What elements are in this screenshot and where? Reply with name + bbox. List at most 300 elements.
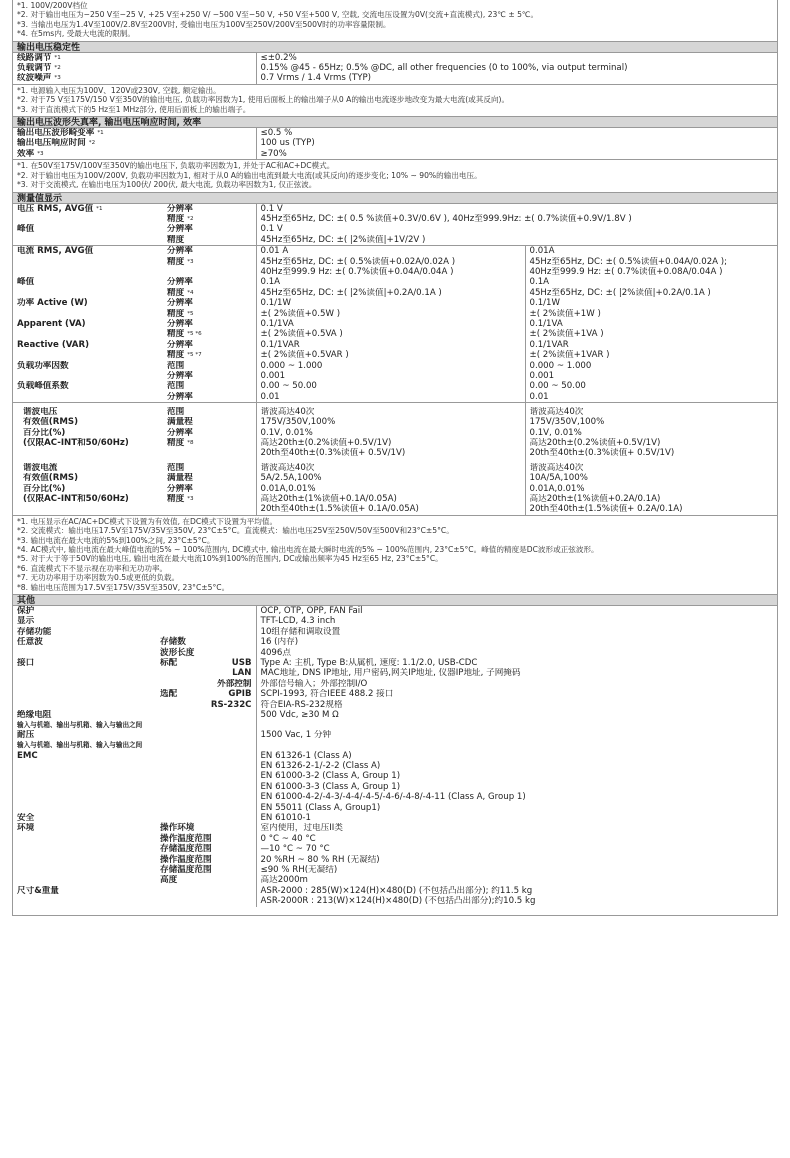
harmonic-row xyxy=(13,494,777,504)
label-text: 分辨率 xyxy=(167,246,193,257)
value-asr2050: 0.1/1VAR xyxy=(256,340,525,350)
other-row xyxy=(13,648,777,658)
spec-row xyxy=(13,73,777,83)
other-label: 尺寸&重量 xyxy=(17,885,59,896)
param-attr xyxy=(163,204,256,214)
value-asr2050: 0.1/1VA xyxy=(256,319,525,329)
other-label: 显示 xyxy=(17,616,35,627)
voltage-row xyxy=(13,235,777,245)
distortion-table xyxy=(13,128,777,159)
label-text: 谐波电流 xyxy=(23,462,58,473)
label-text: 百分比(%) xyxy=(23,427,66,438)
other-sublabel xyxy=(156,886,199,896)
harmonic-row xyxy=(13,428,777,438)
other-interface xyxy=(199,782,256,792)
param-attr xyxy=(163,288,256,298)
top-footnotes xyxy=(13,0,777,41)
value-asr2050: 高达20th±(1%读值+0.1A/0.05A) xyxy=(256,494,525,504)
param-attr xyxy=(163,267,256,277)
other-value: Type A: 主机, Type B:从属机, 速度: 1.1/2.0, USB-CDC xyxy=(256,658,777,668)
other-label: 绝缘电阻 xyxy=(17,710,52,721)
value-asr2100: ±( 2%读值+1VAR ) xyxy=(525,350,777,360)
footnote: *1. 电源输入电压为100V、120V或230V, 空载, 额定输出。 xyxy=(17,85,221,95)
label-text: 百分比(%) xyxy=(23,483,66,494)
other-row xyxy=(13,875,777,885)
label-text: 线路调节 xyxy=(17,52,52,63)
other-row xyxy=(13,637,777,647)
other-value: 室内使用，过电压II类 xyxy=(256,823,777,833)
other-value: MAC地址, DNS IP地址, 用户密码,网关IP地址, 仪器IP地址, 子网掩码 xyxy=(256,668,777,678)
other-row xyxy=(13,700,777,710)
other-sublabel: 选配 xyxy=(160,689,178,700)
value-asr2100: 谐波高达40次 xyxy=(525,463,777,473)
value-asr2100: 0.000 ~ 1.000 xyxy=(525,361,777,371)
label-text: 纹波噪声 xyxy=(17,73,52,84)
current-row xyxy=(13,371,777,381)
footnote-marker: *2 xyxy=(54,65,61,72)
spec-row xyxy=(13,53,777,63)
other-sublabel: 操作温度范围 xyxy=(160,854,212,865)
label-text: 范围 xyxy=(167,360,185,371)
other-value: TFT-LCD, 4.3 inch xyxy=(256,616,777,626)
label-text: 功率 Active (W) xyxy=(17,298,88,309)
label-text: Reactive (VAR) xyxy=(17,339,90,350)
param-name xyxy=(13,257,163,267)
other-value: 符合EIA-RS-232规格 xyxy=(256,700,777,710)
value-asr2050: ±( 2%读值+0.5VA ) xyxy=(256,329,525,339)
value-asr2050: 20th至40th±(1.5%读值+ 0.1A/0.05A) xyxy=(256,504,525,514)
section-header-measure: 测量值显示 xyxy=(13,192,777,204)
param-name xyxy=(13,473,163,483)
section-header-stability: 输出电压稳定性 xyxy=(13,41,777,53)
other-sublabel: 存储数 xyxy=(160,637,186,648)
param-name xyxy=(13,224,163,234)
current-row xyxy=(13,350,777,360)
other-interface xyxy=(199,886,256,896)
other-label xyxy=(13,668,156,678)
param-value: 0.1 V xyxy=(256,224,777,234)
other-row xyxy=(13,803,777,813)
label-text: 峰值 xyxy=(17,277,35,288)
other-row xyxy=(13,741,777,751)
harmonic-measure-table xyxy=(13,402,777,515)
other-sublabel xyxy=(156,792,199,802)
other-row xyxy=(13,658,777,668)
harmonic-row xyxy=(13,407,777,417)
footnote: *4. AC模式中, 输出电流在最大峰值电流的5% ~ 100%范围内, DC模式中, 输出电流在最大瞬时电流的5% ~ 100%范围内, 23°C±5°C。峰值的精度是DC波形或正弦波形。 xyxy=(17,545,599,554)
other-value: EN 61010-1 xyxy=(256,813,777,823)
param-attr xyxy=(163,340,256,350)
param-attr xyxy=(163,371,256,381)
footnote: *3. 对于直流模式下的5 Hz至1 MHz部分, 使用后面板上的输出端子。 xyxy=(17,104,251,114)
param-name xyxy=(13,298,163,308)
other-label xyxy=(13,648,156,658)
label-text: 精度 xyxy=(167,437,185,448)
other-sublabel xyxy=(156,606,199,616)
other-value: 4096点 xyxy=(256,648,777,658)
value-asr2100: 0.1/1VAR xyxy=(525,340,777,350)
param-name xyxy=(13,288,163,298)
harmonic-row xyxy=(13,463,777,473)
voltage-row xyxy=(13,204,777,214)
spec-value: ≤0.5 % xyxy=(256,128,777,138)
param-name xyxy=(13,407,163,417)
other-label: 接口 xyxy=(17,658,35,669)
current-row xyxy=(13,361,777,371)
section-header-distortion: 输出电压波形失真率, 输出电压响应时间, 效率 xyxy=(13,116,777,128)
label-text: 分辨率 xyxy=(167,318,193,329)
condition-note: 输入与机箱、输出与机箱、输入与输出之间 xyxy=(17,740,143,749)
other-sublabel xyxy=(156,782,199,792)
other-interface: LAN xyxy=(232,668,252,679)
other-label xyxy=(13,792,156,802)
other-sublabel xyxy=(156,730,199,740)
label-text: (仅限AC-INT和50/60Hz) xyxy=(23,437,129,448)
other-label: 任意波 xyxy=(17,637,43,648)
param-attr xyxy=(163,309,256,319)
label-text: 分辨率 xyxy=(167,298,193,309)
value-asr2050: 0.00 ~ 50.00 xyxy=(256,381,525,391)
footnote: *4. 在5ms内, 受最大电流的限制。 xyxy=(17,29,135,39)
other-value: EN 55011 (Class A, Group1) xyxy=(256,803,777,813)
label-text: 分辨率 xyxy=(167,391,193,402)
other-interface xyxy=(199,792,256,802)
value-asr2050: 0.001 xyxy=(256,371,525,381)
other-value: 高达2000m xyxy=(256,875,777,885)
value-asr2050: 20th至40th±(0.3%读值+ 0.5V/1V) xyxy=(256,448,525,458)
footnote-marker: *1 xyxy=(96,205,103,212)
other-value: 500 Vdc, ≥30 M Ω xyxy=(256,710,777,720)
footnote-marker: *1 xyxy=(97,130,104,137)
label-text: 输出电压波形畸变率 xyxy=(17,128,95,139)
other-value: EN 61000-3-3 (Class A, Group 1) xyxy=(256,782,777,792)
value-asr2050: ±( 2%读值+0.5VAR ) xyxy=(256,350,525,360)
label-text: 分辨率 xyxy=(167,371,193,381)
current-row xyxy=(13,392,777,402)
harmonic-row xyxy=(13,417,777,427)
footnote: *7. 无功功率用于功率因数为0.5或更低的负载。 xyxy=(17,573,180,583)
param-attr xyxy=(163,504,256,514)
section-header-other: 其他 xyxy=(13,594,777,606)
spec-value: ≥70% xyxy=(256,149,777,159)
other-interface xyxy=(199,875,256,885)
other-interface: RS-232C xyxy=(210,699,252,710)
condition-note: 输入与机箱、输出与机箱、输入与输出之间 xyxy=(17,720,143,729)
param-name xyxy=(13,504,163,514)
current-row xyxy=(13,257,777,267)
other-label xyxy=(13,771,156,781)
other-value: EN 61000-4-2/-4-3/-4-4/-4-5/-4-6/-4-8/-4-11 (Class A, Group 1) xyxy=(256,792,777,802)
other-label: 存储功能 xyxy=(17,626,52,637)
harmonic-row xyxy=(13,504,777,514)
param-attr xyxy=(163,392,256,402)
footnote: *8. 输出电压范围为17.5V至175V/35V至350V, 23°C±5°C。 xyxy=(17,582,230,592)
value-asr2100: ±( 2%读值+1VA ) xyxy=(525,329,777,339)
param-name xyxy=(13,448,163,458)
param-name xyxy=(13,340,163,350)
other-value: EN 61326-2-1/-2-2 (Class A) xyxy=(256,761,777,771)
other-interface xyxy=(199,813,256,823)
other-table xyxy=(13,606,777,907)
spec-label xyxy=(13,128,256,138)
value-asr2100: 0.01 xyxy=(525,392,777,402)
other-sublabel xyxy=(156,668,199,678)
footnote: *1. 100V/200V档位 xyxy=(17,1,88,10)
other-value: —10 °C ~ 70 °C xyxy=(256,844,777,854)
other-sublabel: 存储温度范围 xyxy=(160,844,212,855)
param-attr xyxy=(163,277,256,287)
label-text: 精度 xyxy=(167,329,185,340)
other-label xyxy=(13,855,156,865)
current-row xyxy=(13,277,777,287)
other-sublabel: 存储温度范围 xyxy=(160,864,212,875)
current-measure-table xyxy=(13,245,777,402)
other-sublabel xyxy=(156,803,199,813)
other-sublabel xyxy=(156,679,199,689)
current-row xyxy=(13,340,777,350)
value-asr2100: 0.1/1VA xyxy=(525,319,777,329)
label-text: 精度 xyxy=(167,350,185,361)
other-value: SCPI-1993, 符合IEEE 488.2 接口 xyxy=(256,689,777,699)
value-asr2050: 0.01A,0.01% xyxy=(256,484,525,494)
other-sublabel: 操作环境 xyxy=(160,823,195,834)
label-text: 分辨率 xyxy=(167,224,193,235)
other-label: 安全 xyxy=(17,812,35,823)
other-value: 0 °C ~ 40 °C xyxy=(256,834,777,844)
other-value: ≤90 % RH(无凝结) xyxy=(256,865,777,875)
footnote-marker: *4 xyxy=(187,289,194,296)
other-label: 耐压 xyxy=(17,730,35,741)
value-asr2050: 45Hz至65Hz, DC: ±( |2%读值|+0.2A/0.1A ) xyxy=(256,288,525,298)
other-value xyxy=(256,721,777,731)
other-interface xyxy=(199,730,256,740)
param-name xyxy=(13,484,163,494)
other-row xyxy=(13,668,777,678)
spec-value: ≤±0.2% xyxy=(256,53,777,63)
label-text: 满量程 xyxy=(167,417,193,428)
other-sublabel xyxy=(156,896,199,906)
other-row xyxy=(13,813,777,823)
other-sublabel xyxy=(156,627,199,637)
stability-footnotes xyxy=(13,84,777,116)
harmonic-row xyxy=(13,484,777,494)
label-text: 分辨率 xyxy=(167,277,193,288)
footnote: *1. 在50V至175V/100V至350V的输出电压下, 负载功率因数为1, 并处于AC和AC+DC模式。 xyxy=(17,161,335,171)
value-asr2050: 0.1V, 0.01% xyxy=(256,428,525,438)
param-name xyxy=(13,417,163,427)
other-row xyxy=(13,771,777,781)
other-interface xyxy=(199,710,256,720)
value-asr2050: ±( 2%读值+0.5W ) xyxy=(256,309,525,319)
spec-sheet xyxy=(12,0,778,916)
spec-label xyxy=(13,73,256,83)
other-row xyxy=(13,823,777,833)
label-text: 效率 xyxy=(17,148,35,159)
other-label xyxy=(13,700,156,710)
spec-value: 0.15% @45 - 65Hz; 0.5% @DC, all other frequencies (0 to 100%, via output terminal) xyxy=(256,63,777,73)
spec-row xyxy=(13,63,777,73)
param-name xyxy=(13,350,163,360)
current-row xyxy=(13,267,777,277)
other-interface xyxy=(199,803,256,813)
other-interface: 外部控制 xyxy=(217,678,252,689)
other-value: 20 %RH ~ 80 % RH (无凝结) xyxy=(256,855,777,865)
param-name xyxy=(13,235,163,245)
harmonic-row xyxy=(13,438,777,448)
label-text: 满量程 xyxy=(167,473,193,484)
other-sublabel xyxy=(156,710,199,720)
other-row xyxy=(13,761,777,771)
spec-label xyxy=(13,63,256,73)
footnote-marker: *3 xyxy=(54,75,61,82)
harmonic-row xyxy=(13,473,777,483)
label-text: (仅限AC-INT和50/60Hz) xyxy=(23,493,129,504)
footnote: *2. 对于输出电压为−250 V至−25 V, +25 V至+250 V/ −500 V至−50 V, +50 V至+500 V, 空载, 交流电压设置为0V(交流+直流模式), 23℃ ± 5℃。 xyxy=(17,10,539,20)
other-label: EMC xyxy=(17,750,38,761)
label-text: 精度 xyxy=(167,493,185,504)
value-asr2050: 0.01 xyxy=(256,392,525,402)
value-asr2100: ±( 2%读值+1W ) xyxy=(525,309,777,319)
other-interface xyxy=(199,751,256,761)
param-attr xyxy=(163,350,256,360)
footnote-marker: *5 xyxy=(187,310,194,317)
label-text: 分辨率 xyxy=(167,483,193,494)
footnote-marker: *5 *7 xyxy=(187,352,202,359)
other-interface: USB xyxy=(231,658,252,669)
measure-footnotes xyxy=(13,515,777,594)
other-sublabel xyxy=(156,761,199,771)
param-attr xyxy=(163,448,256,458)
param-attr xyxy=(163,224,256,234)
footnote-marker: *2 xyxy=(88,140,96,147)
value-asr2100: 谐波高达40次 xyxy=(525,407,777,417)
other-value: 1500 Vac, 1 分钟 xyxy=(256,730,777,740)
label-text: 精度 xyxy=(167,287,185,298)
param-attr xyxy=(163,407,256,417)
footnote: *2. 对于75 V至175V/150 V至350V的输出电压, 负载功率因数为1, 使用后面板上的输出端子从0 A的输出电流逐步地改变为最大电流(或其反向)。 xyxy=(17,95,510,105)
param-name xyxy=(13,329,163,339)
label-text: 精度 xyxy=(167,256,185,267)
param-attr xyxy=(163,463,256,473)
other-label xyxy=(13,782,156,792)
label-text: 分辨率 xyxy=(167,203,193,214)
param-name xyxy=(13,494,163,504)
other-label xyxy=(13,679,156,689)
other-interface xyxy=(199,616,256,626)
other-row xyxy=(13,679,777,689)
param-attr xyxy=(163,428,256,438)
param-attr xyxy=(163,235,256,245)
param-name xyxy=(13,319,163,329)
label-text: 负载功率因数 xyxy=(17,360,69,371)
value-asr2100: 40Hz至999.9 Hz: ±( 0.7%读值+0.08A/0.04A ) xyxy=(525,267,777,277)
spec-label xyxy=(13,53,256,63)
footnote-marker: *3 xyxy=(187,258,194,265)
param-attr xyxy=(163,484,256,494)
other-label xyxy=(13,844,156,854)
voltage-row xyxy=(13,214,777,224)
other-row xyxy=(13,751,777,761)
other-sublabel xyxy=(156,616,199,626)
param-name xyxy=(13,361,163,371)
other-row xyxy=(13,834,777,844)
value-asr2100: 0.1/1W xyxy=(525,298,777,308)
param-name xyxy=(13,204,163,214)
value-asr2100: 45Hz至65Hz, DC: ±( |2%读值|+0.2A/0.1A ) xyxy=(525,288,777,298)
param-value: 45Hz至65Hz, DC: ±( |2%读值|+1V/2V ) xyxy=(256,235,777,245)
value-asr2100: 0.00 ~ 50.00 xyxy=(525,381,777,391)
other-sublabel: 高度 xyxy=(160,875,178,886)
other-sublabel xyxy=(156,700,199,710)
value-asr2050: 0.1A xyxy=(256,277,525,287)
param-value: 0.1 V xyxy=(256,204,777,214)
footnote-marker: *3 xyxy=(37,150,44,157)
param-attr xyxy=(163,381,256,391)
value-asr2100: 高达20th±(0.2%读值+0.5V/1V) xyxy=(525,438,777,448)
spec-row xyxy=(13,138,777,148)
other-label xyxy=(13,803,156,813)
value-asr2050: 45Hz至65Hz, DC: ±( 0.5%读值+0.02A/0.02A ) xyxy=(256,257,525,267)
label-text: 分辨率 xyxy=(167,339,193,350)
other-interface: GPIB xyxy=(228,689,252,700)
value-asr2100: 0.01A,0.01% xyxy=(525,484,777,494)
other-interface xyxy=(199,627,256,637)
param-name xyxy=(13,277,163,287)
other-row xyxy=(13,782,777,792)
value-asr2050: 40Hz至999.9 Hz: ±( 0.7%读值+0.04A/0.04A ) xyxy=(256,267,525,277)
other-label: 环境 xyxy=(17,823,35,834)
value-asr2050: 谐波高达40次 xyxy=(256,407,525,417)
param-attr xyxy=(163,246,256,257)
footnote-marker: *8 xyxy=(187,439,194,446)
label-text: 电流 RMS, AVG值 xyxy=(17,246,94,257)
current-row xyxy=(13,246,777,257)
footnote-marker: *2 xyxy=(187,215,194,222)
spec-label xyxy=(13,149,256,159)
value-asr2050: 0.000 ~ 1.000 xyxy=(256,361,525,371)
value-asr2050: 0.01 A xyxy=(256,246,525,257)
label-text: Apparent (VA) xyxy=(17,318,86,329)
label-text: 有效值(RMS) xyxy=(23,473,78,484)
current-row xyxy=(13,329,777,339)
other-interface xyxy=(199,896,256,906)
other-label: 保护 xyxy=(17,606,35,617)
footnote-marker: *5 *6 xyxy=(187,331,202,338)
value-asr2100: 0.001 xyxy=(525,371,777,381)
param-name xyxy=(13,267,163,277)
value-asr2100: 175V/350V,100% xyxy=(525,417,777,427)
param-attr xyxy=(163,494,256,504)
other-sublabel xyxy=(156,771,199,781)
label-text: 分辨率 xyxy=(167,427,193,438)
param-name xyxy=(13,392,163,402)
label-text: 负载峰值系数 xyxy=(17,381,69,392)
other-value: 16 (内存) xyxy=(256,637,777,647)
footnote: *2. 交流模式：输出电压17.5V至175V/35V至350V, 23°C±5°C。直流模式：输出电压25V至250V/50V至500V和23°C±5°C。 xyxy=(17,526,454,536)
other-row xyxy=(13,710,777,720)
label-text: 峰值 xyxy=(17,224,35,235)
stability-table xyxy=(13,53,777,84)
label-text: 范围 xyxy=(167,381,185,392)
other-row xyxy=(13,616,777,626)
other-value: ASR-2000 : 285(W)×124(H)×480(D) (不包括凸出部分); 约11.5 kg xyxy=(256,886,777,896)
footnote-marker: *1 xyxy=(54,54,61,61)
spec-value: 100 us (TYP) xyxy=(256,138,777,148)
other-sublabel: 操作温度范围 xyxy=(160,833,212,844)
current-row xyxy=(13,381,777,391)
other-row xyxy=(13,792,777,802)
bottom-padding xyxy=(13,907,777,915)
